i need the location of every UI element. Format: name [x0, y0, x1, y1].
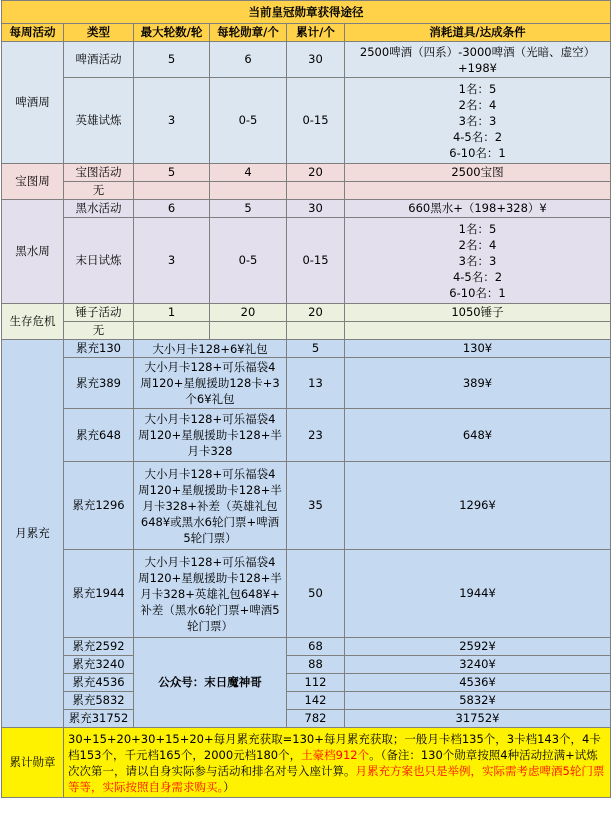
public-account-note: 公众号：末日魔神哥: [134, 638, 287, 728]
total: 30: [287, 200, 345, 218]
table-row: [2, 358, 611, 409]
table-row: [2, 218, 611, 304]
per-round: 6: [210, 42, 287, 78]
table-row: [2, 164, 611, 182]
week-label-survive: 生存危机: [2, 304, 64, 340]
total: 68: [287, 638, 345, 656]
package-line: 周120+星舰援助128卡+3: [140, 376, 280, 390]
total: 23: [287, 409, 345, 462]
package-content: [134, 409, 287, 462]
rank-line: 6-10名：1: [449, 285, 506, 300]
summary-text: [64, 728, 611, 798]
per-round: 0-5: [210, 78, 287, 164]
activity-type: 末日试炼: [64, 218, 134, 304]
rank-line: 6-10名：1: [449, 145, 506, 160]
total: 30: [287, 42, 345, 78]
header-weekly-activity: 每周活动: [2, 24, 64, 42]
recharge-tier: 累充2592: [64, 638, 134, 656]
summary-part: 。（备注：130个勋章按照4种活动拉满+试炼次次第一，请以自身实际参与活动和排名对号入座计算。: [68, 747, 598, 778]
package-line: 大小月卡128+可乐福袋4: [144, 554, 276, 569]
total: 50: [287, 550, 345, 638]
per-round: 4: [210, 164, 287, 182]
total: 0-15: [287, 218, 345, 304]
condition-line: +198¥: [458, 60, 497, 75]
sheet-title: 当前皇冠勋章获得途径: [2, 1, 611, 24]
rank-line: 2名：4: [458, 97, 497, 112]
total: 5: [287, 340, 345, 358]
summary-highlight: 土豪档912个: [301, 747, 370, 762]
rank-line: 1名：5: [458, 221, 497, 236]
max-rounds: 6: [134, 200, 210, 218]
rank-line: 3名：3: [458, 113, 497, 128]
total: 13: [287, 358, 345, 409]
week-label-beer: 啤酒周: [2, 42, 64, 164]
condition: 2500宝图: [345, 164, 611, 182]
header-type: 类型: [64, 24, 134, 42]
recharge-tier: 累充5832: [64, 692, 134, 710]
table-row: [2, 710, 611, 728]
package-line: 大小月卡128+可乐福袋4: [144, 466, 276, 481]
per-round: 0-5: [210, 218, 287, 304]
table-row: [2, 42, 611, 78]
package-content: [134, 358, 287, 409]
condition: 4536¥: [345, 674, 611, 692]
recharge-tier: 累充3240: [64, 656, 134, 674]
package-line: 补差（黑水6轮门票+啤酒5: [140, 602, 280, 617]
header-total: 累计/个: [287, 24, 345, 42]
week-label-treasure: 宝图周: [2, 164, 64, 200]
package-line: 周120+星舰援助卡128+半: [138, 570, 282, 585]
week-label-black: 黑水周: [2, 200, 64, 304]
max-rounds: 3: [134, 218, 210, 304]
condition: 1944¥: [345, 550, 611, 638]
summary-row: [2, 728, 611, 798]
recharge-tier: 累充1296: [64, 462, 134, 550]
package-line: 大小月卡128+6¥礼包: [152, 341, 268, 356]
header-max-rounds: 最大轮数/轮: [134, 24, 210, 42]
package-content: [134, 340, 287, 358]
rank-line: 1名：5: [458, 81, 497, 96]
total: 782: [287, 710, 345, 728]
header-row: [2, 24, 611, 42]
header-condition: 消耗道具/达成条件: [345, 24, 611, 42]
package-line: 5轮门票）: [183, 530, 237, 545]
summary-highlight: 月累充方案也只是举例，实际需考虑啤酒5轮门票等等，实际按照自身需求购买。: [68, 763, 605, 794]
table-row: [2, 550, 611, 638]
package-line: 月卡328+英雄礼包648¥+: [140, 586, 280, 601]
recharge-tier: 累充648: [64, 409, 134, 462]
table-row: [2, 78, 611, 164]
max-rounds: 3: [134, 78, 210, 164]
title-row: [2, 1, 611, 24]
max-rounds: 5: [134, 42, 210, 78]
package-content: [134, 550, 287, 638]
total: 20: [287, 164, 345, 182]
package-line: 周120+星舰援助卡128+半: [138, 482, 282, 497]
total: 35: [287, 462, 345, 550]
package-line: 648¥或黑水6轮门票+啤酒: [140, 514, 280, 529]
activity-type: 黑水活动: [64, 200, 134, 218]
table-row: [2, 182, 611, 200]
recharge-tier: 累充130: [64, 340, 134, 358]
table-row: [2, 692, 611, 710]
table-row: [2, 340, 611, 358]
table-row: [2, 656, 611, 674]
recharge-tier: 累充1944: [64, 550, 134, 638]
table-row: [2, 462, 611, 550]
activity-type: 英雄试炼: [64, 78, 134, 164]
activity-type: 宝图活动: [64, 164, 134, 182]
condition: 5832¥: [345, 692, 611, 710]
package-line: 大小月卡128+可乐福袋4: [144, 360, 276, 374]
condition: 31752¥: [345, 710, 611, 728]
condition: 660黑水+（198+328）¥: [345, 200, 611, 218]
package-content: [134, 462, 287, 550]
condition: 130¥: [345, 340, 611, 358]
per-round: 20: [210, 304, 287, 322]
rank-line: 4-5名：2: [452, 129, 503, 144]
table-row: [2, 322, 611, 340]
rank-line: 3名：3: [458, 253, 497, 268]
package-line: 大小月卡128+可乐福袋4: [144, 412, 276, 426]
condition: 2592¥: [345, 638, 611, 656]
header-per-round: 每轮勋章/个: [210, 24, 287, 42]
activity-type: 无: [64, 322, 134, 340]
condition-line: 2500啤酒（四系）-3000啤酒（光暗、虚空）: [359, 44, 596, 59]
table-row: [2, 674, 611, 692]
condition: [345, 218, 611, 304]
max-rounds: 5: [134, 164, 210, 182]
week-label-monthly: 月累充: [2, 340, 64, 728]
summary-part: ）: [223, 779, 235, 794]
package-line: 月卡328+补差（英雄礼包: [142, 498, 278, 513]
condition: 1050锤子: [345, 304, 611, 322]
table-row: [2, 200, 611, 218]
rank-line: 4-5名：2: [452, 269, 503, 284]
table-row: [2, 304, 611, 322]
condition: 1296¥: [345, 462, 611, 550]
package-line: 月卡328: [187, 444, 233, 458]
crown-medal-table: [1, 0, 611, 798]
package-line: 周120+星舰援助卡128+半: [138, 428, 282, 442]
summary-part: 30+15+20+30+15+20+每月累充获取=130+每月累充获取；一般月卡档135个，3卡档143个，4卡档153个，千元档165个，2000元档180个，: [68, 731, 601, 762]
condition: 648¥: [345, 409, 611, 462]
per-round: 5: [210, 200, 287, 218]
activity-type: 啤酒活动: [64, 42, 134, 78]
total: 0-15: [287, 78, 345, 164]
activity-type: 无: [64, 182, 134, 200]
max-rounds: 1: [134, 304, 210, 322]
summary-label: 累计勋章: [2, 728, 64, 798]
condition: 389¥: [345, 358, 611, 409]
table-row: [2, 409, 611, 462]
total: 88: [287, 656, 345, 674]
package-line: 轮门票）: [187, 618, 233, 633]
activity-type: 锤子活动: [64, 304, 134, 322]
total: 142: [287, 692, 345, 710]
package-line: 个6¥礼包: [185, 392, 235, 406]
total: 112: [287, 674, 345, 692]
total: 20: [287, 304, 345, 322]
rank-line: 2名：4: [458, 237, 497, 252]
condition: [345, 42, 611, 78]
recharge-tier: 累充31752: [64, 710, 134, 728]
condition: 3240¥: [345, 656, 611, 674]
condition: [345, 78, 611, 164]
recharge-tier: 累充4536: [64, 674, 134, 692]
table-row: [2, 638, 611, 656]
recharge-tier: 累充389: [64, 358, 134, 409]
